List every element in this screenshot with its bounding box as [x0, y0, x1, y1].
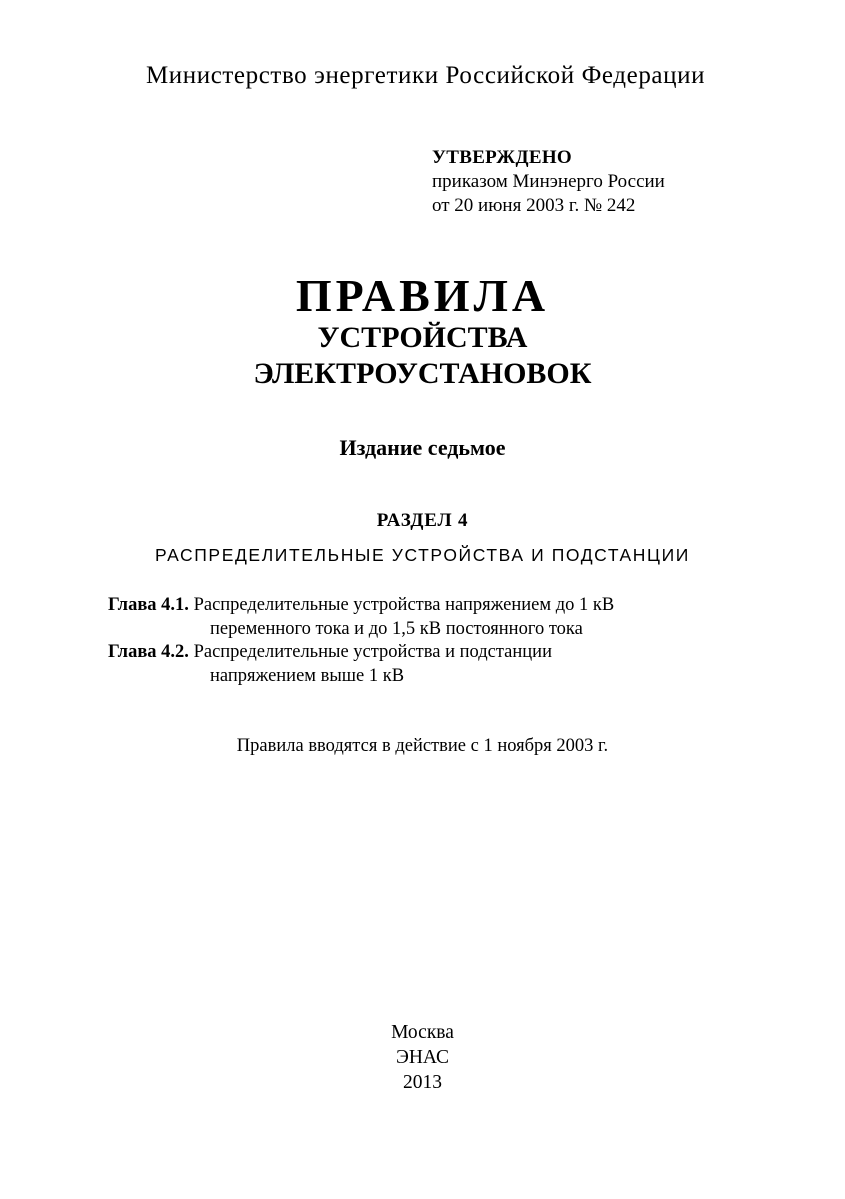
approval-order: приказом Минэнерго России [432, 171, 665, 192]
chapter-item [108, 641, 614, 688]
section-title: РАСПРЕДЕЛИТЕЛЬНЫЕ УСТРОЙСТВА И ПОДСТАНЦИИ [155, 545, 690, 565]
imprint [0, 1020, 845, 1095]
subtitle-line-2: ЭЛЕКТРОУСТАНОВОК [253, 357, 592, 390]
edition-label: Издание седьмое [339, 435, 506, 460]
chapter-label: Глава 4.2. [108, 642, 189, 662]
chapter-title-continued: переменного тока и до 1,5 кВ постоянного тока [210, 618, 583, 639]
chapter-line [108, 641, 614, 665]
chapter-list [108, 594, 614, 688]
imprint-publisher: ЭНАС [395, 1047, 450, 1068]
approval-heading: УТВЕРЖДЕНО [432, 147, 572, 168]
chapter-title: Распределительные устройства и подстанции [188, 642, 552, 662]
document-subtitle [0, 320, 845, 392]
chapter-title: Распределительные устройства напряжением до 1 кВ [188, 595, 615, 615]
chapter-line [108, 594, 614, 618]
imprint-year: 2013 [403, 1072, 442, 1093]
effective-date-note: Правила вводятся в действие с 1 ноября 2003 г. [236, 736, 609, 756]
chapter-item [108, 594, 614, 641]
chapter-label: Глава 4.1. [108, 595, 189, 615]
chapter-title-continued: напряжением выше 1 кВ [210, 665, 405, 686]
imprint-city: Москва [391, 1022, 454, 1043]
approval-date: от 20 июня 2003 г. № 242 [432, 195, 636, 216]
ministry-name: Министерство энергетики Российской Федерации [145, 62, 706, 89]
approval-block [432, 146, 665, 218]
document-title: ПРАВИЛА [295, 270, 550, 321]
section-number: РАЗДЕЛ 4 [376, 510, 469, 531]
subtitle-line-1: УСТРОЙСТВА [317, 321, 528, 354]
